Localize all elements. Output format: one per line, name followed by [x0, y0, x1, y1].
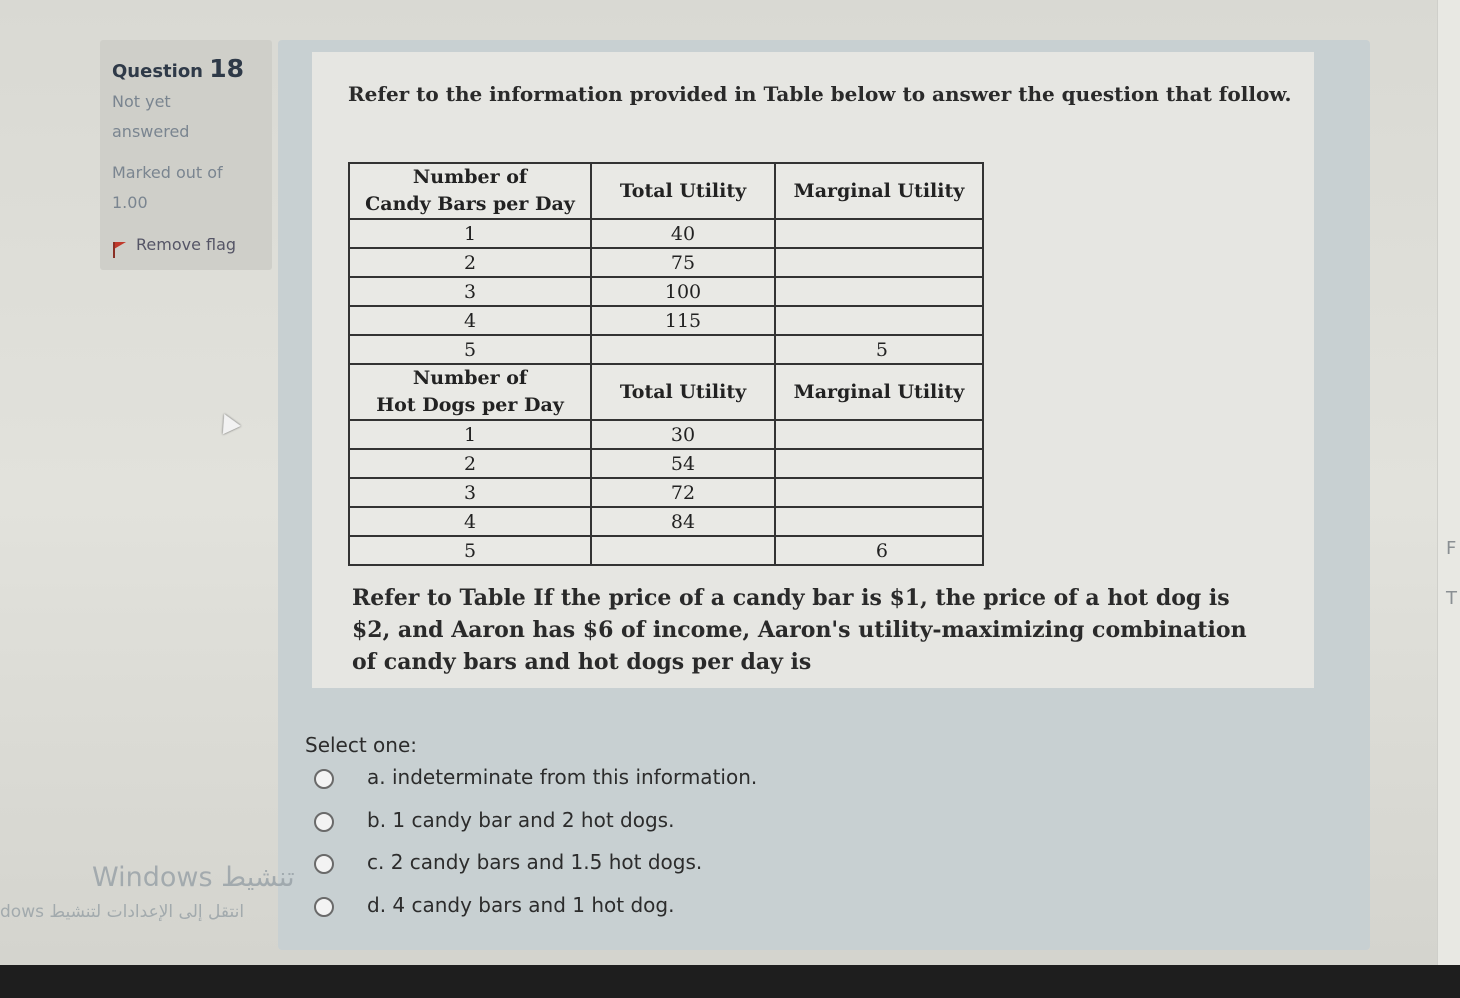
marked-line2: 1.00	[112, 193, 148, 212]
table-row: 4 84	[349, 507, 983, 536]
question-content	[312, 52, 1314, 688]
radio-b[interactable]	[314, 812, 334, 832]
flag-icon	[114, 242, 126, 249]
hotdog-header-row	[349, 364, 983, 420]
select-one-label: Select one:	[305, 733, 418, 757]
table-row: 1 30	[349, 420, 983, 449]
hotdog-tu-header: Total Utility	[591, 364, 775, 420]
candy-mu-header: Marginal Utility	[775, 163, 983, 219]
state-line1: Not yet	[112, 92, 171, 111]
screen-bottom-edge	[0, 965, 1460, 998]
strip-letter: F	[1446, 538, 1457, 559]
question-prompt: Refer to Table If the price of a candy bar is $1, the price of a hot dog is $2, and Aaron has $6 of income, Aaron's utility-maximizing combination of candy bars and hot dogs per day is	[352, 585, 1247, 675]
candy-qty-header: Number of Candy Bars per Day	[349, 163, 591, 219]
table-row: 4 115	[349, 306, 983, 335]
radio-a[interactable]	[314, 769, 334, 789]
activation-watermark-title: Windows تنشيط	[92, 862, 295, 893]
hotdog-qty-header: Number of Hot Dogs per Day	[349, 364, 591, 420]
state-line2: answered	[112, 122, 190, 141]
marked-line1: Marked out of	[112, 163, 223, 182]
table-row: 2 75	[349, 248, 983, 277]
question-title: Question 18	[112, 54, 245, 83]
question-number: 18	[209, 54, 245, 83]
table-row: 2 54	[349, 449, 983, 478]
radio-d[interactable]	[314, 897, 334, 917]
table-row: 3 100	[349, 277, 983, 306]
table-row: 5 6	[349, 536, 983, 565]
radio-c[interactable]	[314, 854, 334, 874]
table-row: 3 72	[349, 478, 983, 507]
remove-flag-link[interactable]: Remove flag	[114, 235, 236, 254]
utility-table	[348, 162, 984, 566]
activation-watermark-subtitle: dows انتقل إلى الإعدادات لتنشيط	[0, 902, 245, 922]
question-intro: Refer to the information provided in Table below to answer the question that follow.	[348, 82, 1292, 106]
table-row: 5 5	[349, 335, 983, 364]
hotdog-mu-header: Marginal Utility	[775, 364, 983, 420]
right-nav-strip	[1437, 0, 1460, 998]
table-row: 1 40	[349, 219, 983, 248]
question-info	[100, 40, 272, 270]
strip-letter: T	[1446, 588, 1457, 609]
candy-header-row	[349, 163, 983, 219]
candy-tu-header: Total Utility	[591, 163, 775, 219]
